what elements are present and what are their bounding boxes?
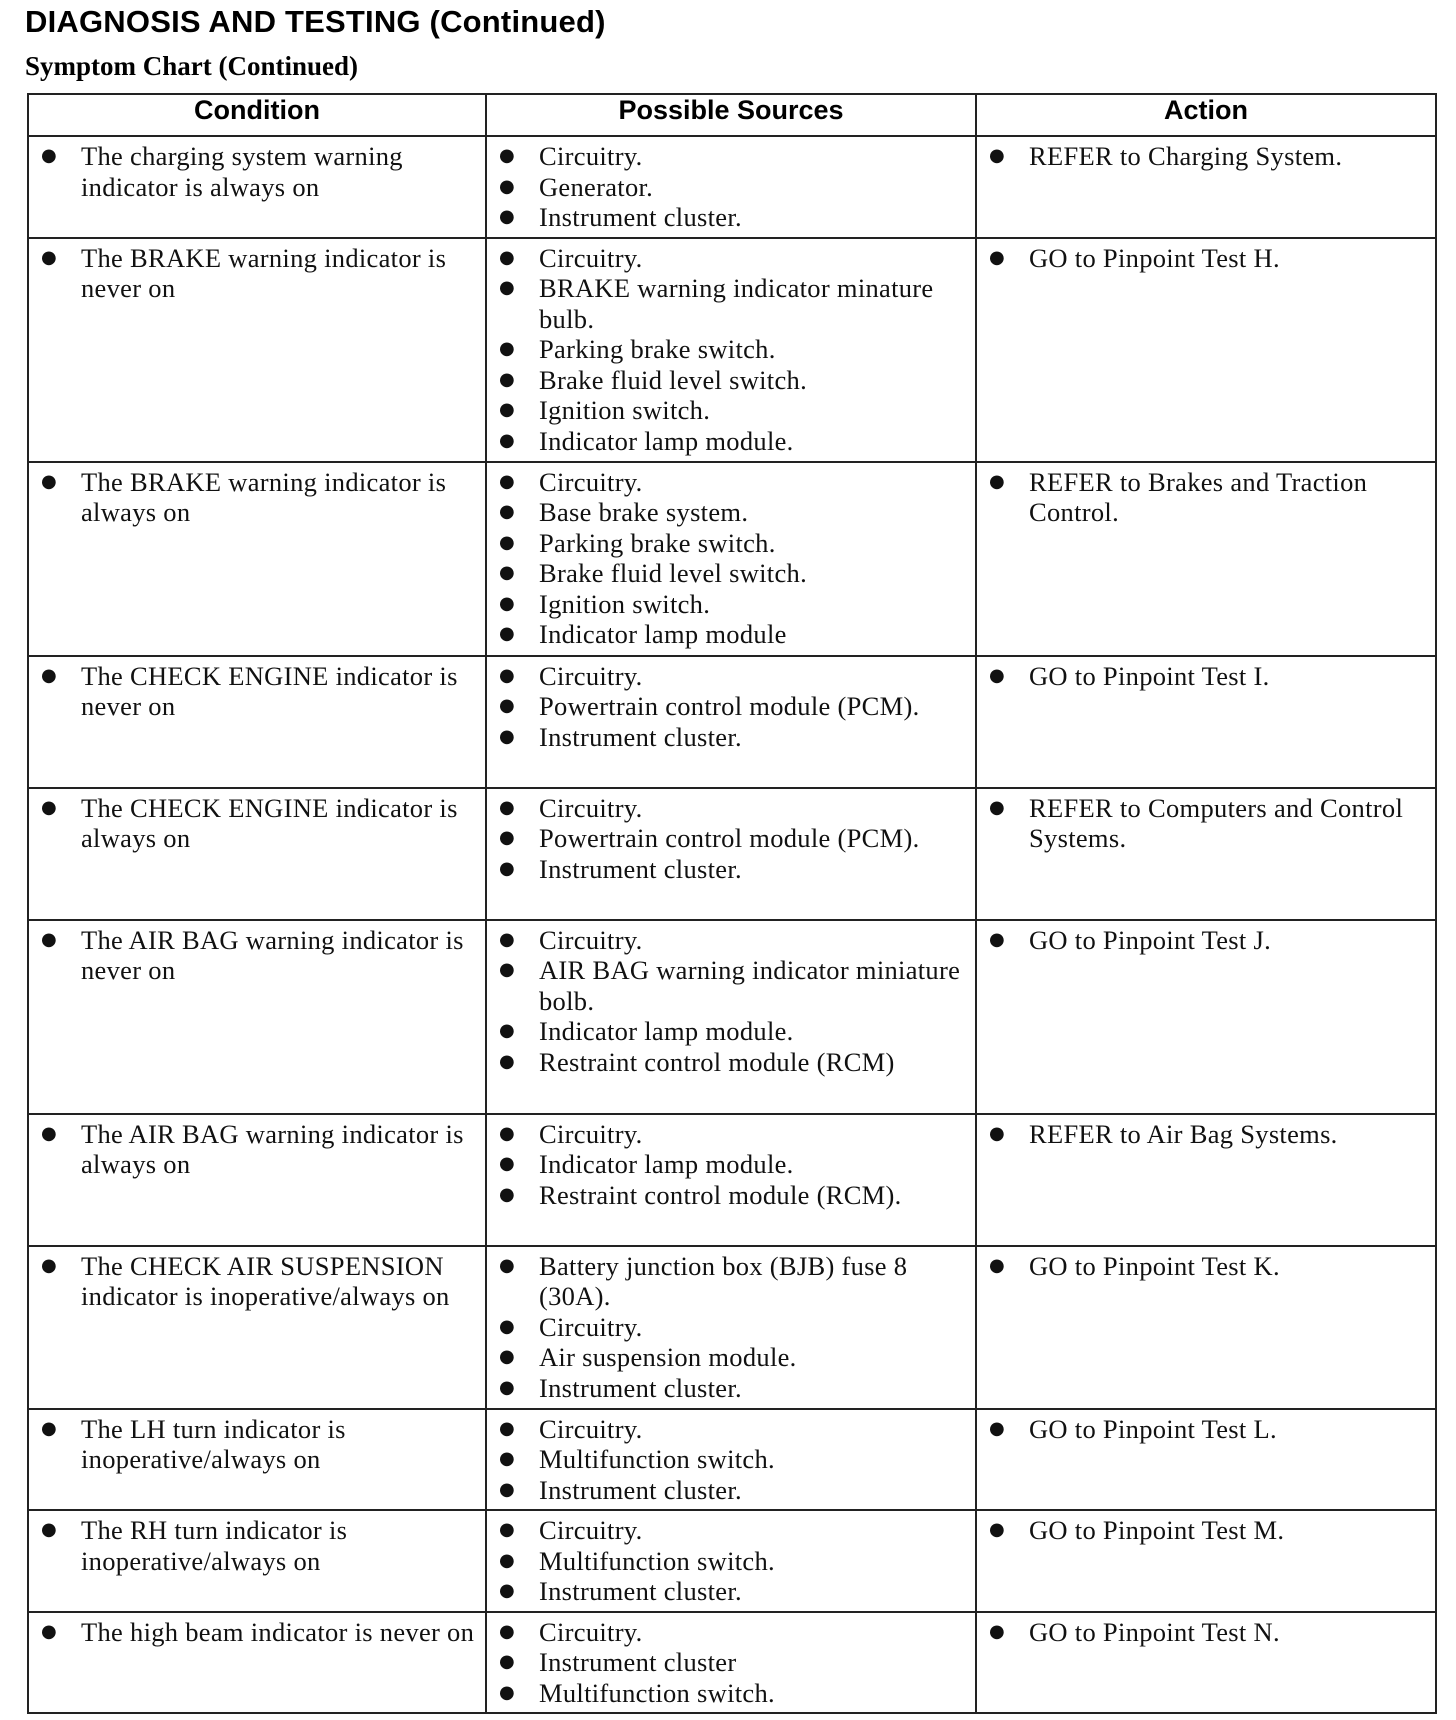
- bullet-list: [487, 1613, 975, 1713]
- possible-sources-cell: [486, 238, 976, 462]
- bullet-icon: ●: [499, 1681, 516, 1703]
- list-item-text: The AIR BAG warning indicator is never on: [81, 924, 464, 985]
- list-item-text: Circuitry.: [539, 792, 643, 823]
- list-item-text: Restraint control module (RCM): [539, 1046, 895, 1077]
- condition-cell: [28, 920, 486, 1114]
- action-cell: [976, 1612, 1436, 1714]
- list-item-text: Multifunction switch.: [539, 1444, 775, 1474]
- table-row: [28, 920, 1436, 1114]
- list-item-text: AIR BAG warning indicator miniature bolb.: [539, 955, 961, 1016]
- list-item-text: The high beam indicator is never on: [81, 1616, 475, 1647]
- list-item-text: Parking brake switch.: [539, 334, 776, 364]
- condition-cell: [28, 656, 486, 788]
- list-item: [29, 1251, 477, 1312]
- condition-cell: [28, 238, 486, 462]
- list-item: [487, 1576, 967, 1607]
- bullet-icon: ●: [41, 145, 58, 166]
- list-item: [487, 1119, 967, 1150]
- bullet-icon: ●: [41, 1417, 58, 1439]
- list-item: [977, 1515, 1427, 1546]
- bullet-icon: ●: [499, 1183, 516, 1205]
- list-item: [487, 1373, 967, 1404]
- list-item: [29, 1414, 477, 1475]
- bullet-icon: ●: [499, 1122, 516, 1144]
- list-item: [977, 661, 1427, 692]
- list-item-text: Indicator lamp module: [539, 619, 787, 649]
- bullet-icon: ●: [499, 695, 516, 716]
- column-header-action: Action: [976, 94, 1436, 136]
- action-cell: [976, 788, 1436, 920]
- table-row: [28, 1612, 1436, 1714]
- condition-cell: [28, 788, 486, 920]
- list-item: [487, 1342, 967, 1373]
- bullet-icon: ●: [499, 175, 516, 197]
- list-item: [487, 1251, 967, 1312]
- bullet-icon: ●: [499, 470, 516, 492]
- condition-cell: [28, 462, 486, 656]
- list-item-text: GO to Pinpoint Test I.: [1029, 660, 1270, 691]
- list-item: [487, 273, 967, 334]
- bullet-icon: ●: [499, 1580, 516, 1601]
- list-item-text: GO to Pinpoint Test M.: [1029, 1515, 1285, 1545]
- page-title: DIAGNOSIS AND TESTING (Continued): [25, 4, 606, 39]
- bullet-icon: ●: [499, 827, 516, 848]
- list-item-text: Instrument cluster.: [539, 1576, 742, 1606]
- list-item-text: Indicator lamp module.: [539, 425, 794, 456]
- list-item: [487, 955, 967, 1016]
- bullet-icon: ●: [499, 592, 516, 614]
- bullet-icon: ●: [989, 145, 1006, 166]
- bullet-list: [977, 1115, 1435, 1154]
- possible-sources-cell: [486, 1409, 976, 1511]
- bullet-list: [29, 1247, 485, 1316]
- bullet-icon: ●: [989, 796, 1006, 818]
- condition-cell: [28, 1409, 486, 1511]
- bullet-icon: ●: [499, 623, 516, 644]
- list-item-text: Circuitry.: [539, 242, 643, 273]
- bullet-icon: ●: [499, 1376, 516, 1398]
- possible-sources-cell: [486, 1246, 976, 1409]
- list-item-text: Circuitry.: [539, 924, 643, 955]
- list-item: [977, 467, 1427, 528]
- list-item: [487, 1647, 967, 1678]
- list-item: [487, 426, 967, 457]
- bullet-icon: ●: [499, 1153, 516, 1174]
- bullet-list: [29, 921, 485, 990]
- bullet-icon: ●: [41, 1254, 58, 1276]
- list-item: [487, 793, 967, 824]
- list-item-text: Air suspension module.: [539, 1342, 797, 1372]
- list-item: [487, 243, 967, 274]
- list-item-text: Circuitry.: [539, 1515, 643, 1545]
- possible-sources-cell: [486, 1612, 976, 1714]
- bullet-icon: ●: [499, 1651, 516, 1672]
- list-item: [487, 619, 967, 650]
- condition-cell: [28, 1114, 486, 1246]
- condition-cell: [28, 1510, 486, 1612]
- action-cell: [976, 462, 1436, 656]
- list-item-text: Instrument cluster: [539, 1647, 737, 1677]
- list-item-text: Circuitry.: [539, 1311, 643, 1342]
- bullet-list: [977, 239, 1435, 278]
- bullet-list: [487, 463, 975, 654]
- list-item-text: REFER to Charging System.: [1029, 141, 1343, 171]
- list-item-text: Powertrain control module (PCM).: [539, 823, 920, 853]
- table-row: [28, 788, 1436, 920]
- action-cell: [976, 136, 1436, 238]
- list-item: [487, 589, 967, 620]
- list-item-text: The RH turn indicator is inoperative/always on: [81, 1515, 348, 1576]
- bullet-list: [977, 1511, 1435, 1550]
- bullet-list: [977, 463, 1435, 532]
- table-row: [28, 238, 1436, 462]
- bullet-icon: ●: [499, 959, 516, 980]
- list-item-text: Parking brake switch.: [539, 527, 776, 558]
- bullet-icon: ●: [499, 1254, 516, 1276]
- list-item: [977, 1617, 1427, 1648]
- list-item: [487, 925, 967, 956]
- bullet-icon: ●: [499, 501, 516, 522]
- bullet-list: [487, 137, 975, 237]
- table-row: [28, 1409, 1436, 1511]
- list-item: [487, 1414, 967, 1445]
- possible-sources-cell: [486, 136, 976, 238]
- bullet-icon: ●: [499, 857, 516, 879]
- bullet-icon: ●: [41, 664, 58, 686]
- list-item-text: Ignition switch.: [539, 395, 711, 425]
- bullet-icon: ●: [499, 1315, 516, 1337]
- list-item-text: Circuitry.: [539, 660, 643, 691]
- list-item-text: Multifunction switch.: [539, 1545, 775, 1576]
- list-item-text: Ignition switch.: [539, 588, 711, 619]
- list-item-text: Brake fluid level switch.: [539, 364, 808, 395]
- list-item-text: REFER to Computers and Control Systems.: [1029, 792, 1404, 853]
- list-item: [977, 1414, 1427, 1445]
- list-item-text: Circuitry.: [539, 466, 643, 497]
- list-item-text: The AIR BAG warning indicator is always on: [81, 1118, 464, 1179]
- bullet-list: [29, 239, 485, 308]
- list-item: [977, 925, 1427, 956]
- bullet-icon: ●: [499, 1478, 516, 1500]
- bullet-icon: ●: [499, 531, 516, 553]
- bullet-list: [977, 921, 1435, 960]
- bullet-icon: ●: [499, 206, 516, 227]
- list-item: [487, 334, 967, 365]
- bullet-icon: ●: [499, 1620, 516, 1642]
- bullet-list: [977, 137, 1435, 176]
- bullet-list: [29, 1115, 485, 1184]
- bullet-list: [487, 1511, 975, 1611]
- bullet-icon: ●: [499, 399, 516, 420]
- list-item-text: Restraint control module (RCM).: [539, 1179, 902, 1210]
- list-item-text: The CHECK ENGINE indicator is always on: [81, 792, 458, 853]
- bullet-icon: ●: [499, 277, 516, 298]
- bullet-icon: ●: [989, 664, 1006, 686]
- bullet-list: [487, 1410, 975, 1510]
- list-item-text: The CHECK ENGINE indicator is never on: [81, 660, 458, 721]
- bullet-icon: ●: [499, 1346, 516, 1367]
- list-item: [487, 395, 967, 426]
- bullet-icon: ●: [499, 145, 516, 166]
- bullet-list: [487, 789, 975, 889]
- list-item: [29, 793, 477, 854]
- possible-sources-cell: [486, 920, 976, 1114]
- list-item-text: Indicator lamp module.: [539, 1016, 794, 1046]
- list-item-text: BRAKE warning indicator minature bulb.: [539, 273, 934, 334]
- table-row: [28, 462, 1436, 656]
- bullet-list: [29, 789, 485, 858]
- list-item-text: Multifunction switch.: [539, 1677, 775, 1708]
- bullet-list: [487, 657, 975, 757]
- bullet-icon: ●: [499, 664, 516, 686]
- list-item: [487, 661, 967, 692]
- list-item-text: Battery junction box (BJB) fuse 8 (30A).: [539, 1250, 908, 1311]
- bullet-icon: ●: [989, 1519, 1006, 1540]
- bullet-icon: ●: [499, 1448, 516, 1469]
- list-item-text: Instrument cluster.: [539, 721, 742, 752]
- list-item-text: GO to Pinpoint Test L.: [1029, 1413, 1277, 1444]
- bullet-list: [29, 1613, 485, 1652]
- bullet-icon: ●: [989, 928, 1006, 950]
- list-item-text: Circuitry.: [539, 141, 643, 171]
- list-item: [487, 365, 967, 396]
- action-cell: [976, 1246, 1436, 1409]
- list-item-text: Circuitry.: [539, 1616, 643, 1647]
- bullet-list: [29, 137, 485, 206]
- list-item-text: Instrument cluster.: [539, 1372, 742, 1403]
- bullet-list: [977, 789, 1435, 858]
- list-item-text: GO to Pinpoint Test K.: [1029, 1250, 1280, 1281]
- list-item-text: The BRAKE warning indicator is never on: [81, 242, 447, 303]
- list-item-text: Powertrain control module (PCM).: [539, 691, 920, 721]
- table-row: [28, 1510, 1436, 1612]
- bullet-icon: ●: [41, 246, 58, 268]
- table-header-row: [28, 94, 1436, 136]
- condition-cell: [28, 1246, 486, 1409]
- possible-sources-cell: [486, 462, 976, 656]
- list-item: [977, 243, 1427, 274]
- list-item: [487, 1444, 967, 1475]
- bullet-icon: ●: [41, 928, 58, 950]
- list-item: [977, 1119, 1427, 1150]
- bullet-icon: ●: [989, 1620, 1006, 1642]
- bullet-icon: ●: [499, 796, 516, 818]
- list-item: [487, 528, 967, 559]
- list-item: [487, 1617, 967, 1648]
- bullet-list: [487, 921, 975, 1082]
- bullet-icon: ●: [499, 1417, 516, 1439]
- list-item-text: Base brake system.: [539, 497, 749, 527]
- list-item-text: Circuitry.: [539, 1413, 643, 1444]
- bullet-icon: ●: [989, 246, 1006, 268]
- action-cell: [976, 1114, 1436, 1246]
- list-item-text: Instrument cluster.: [539, 1474, 742, 1505]
- action-cell: [976, 920, 1436, 1114]
- list-item: [487, 1475, 967, 1506]
- list-item: [487, 1546, 967, 1577]
- list-item: [487, 1180, 967, 1211]
- list-item: [29, 1617, 477, 1648]
- bullet-icon: ●: [989, 470, 1006, 492]
- bullet-list: [487, 1115, 975, 1215]
- list-item-text: Brake fluid level switch.: [539, 558, 808, 588]
- list-item: [487, 558, 967, 589]
- bullet-list: [977, 1410, 1435, 1449]
- bullet-list: [977, 657, 1435, 696]
- list-item: [29, 243, 477, 304]
- list-item-text: GO to Pinpoint Test H.: [1029, 242, 1280, 273]
- bullet-icon: ●: [989, 1122, 1006, 1144]
- column-header-condition: Condition: [28, 94, 486, 136]
- action-cell: [976, 1409, 1436, 1511]
- list-item-text: The charging system warning indicator is always on: [81, 141, 403, 202]
- possible-sources-cell: [486, 1510, 976, 1612]
- possible-sources-cell: [486, 788, 976, 920]
- list-item: [487, 722, 967, 753]
- bullet-icon: ●: [41, 1519, 58, 1540]
- list-item-text: Instrument cluster.: [539, 853, 742, 884]
- bullet-icon: ●: [41, 1122, 58, 1144]
- bullet-list: [487, 239, 975, 461]
- action-cell: [976, 238, 1436, 462]
- list-item: [487, 141, 967, 172]
- bullet-icon: ●: [499, 429, 516, 451]
- bullet-icon: ●: [41, 1620, 58, 1642]
- list-item: [487, 1678, 967, 1709]
- bullet-icon: ●: [499, 1020, 516, 1041]
- list-item-text: The LH turn indicator is inoperative/always on: [81, 1413, 346, 1474]
- list-item-text: GO to Pinpoint Test J.: [1029, 924, 1272, 955]
- list-item: [487, 467, 967, 498]
- list-item: [29, 467, 477, 528]
- column-header-possible-sources: Possible Sources: [486, 94, 976, 136]
- bullet-icon: ●: [989, 1254, 1006, 1276]
- list-item: [29, 1515, 477, 1576]
- condition-cell: [28, 1612, 486, 1714]
- table-row: [28, 1114, 1436, 1246]
- bullet-list: [29, 657, 485, 726]
- list-item: [487, 497, 967, 528]
- list-item-text: Circuitry.: [539, 1118, 643, 1149]
- list-item: [487, 1312, 967, 1343]
- list-item-text: Instrument cluster.: [539, 202, 742, 232]
- bullet-icon: ●: [499, 725, 516, 747]
- bullet-icon: ●: [499, 1050, 516, 1072]
- bullet-list: [29, 1511, 485, 1580]
- possible-sources-cell: [486, 656, 976, 788]
- list-item-text: The BRAKE warning indicator is always on: [81, 466, 447, 527]
- table-body: [28, 136, 1436, 1713]
- list-item: [29, 1119, 477, 1180]
- list-item-text: Indicator lamp module.: [539, 1149, 794, 1179]
- bullet-icon: ●: [41, 796, 58, 818]
- action-cell: [976, 1510, 1436, 1612]
- bullet-icon: ●: [499, 368, 516, 390]
- table-row: [28, 136, 1436, 238]
- bullet-icon: ●: [499, 338, 516, 359]
- list-item: [29, 661, 477, 722]
- chart-subtitle: Symptom Chart (Continued): [25, 51, 359, 81]
- list-item: [487, 854, 967, 885]
- list-item: [487, 172, 967, 203]
- list-item: [487, 1016, 967, 1047]
- list-item-text: REFER to Air Bag Systems.: [1029, 1118, 1338, 1149]
- bullet-list: [29, 463, 485, 532]
- bullet-icon: ●: [499, 562, 516, 583]
- bullet-icon: ●: [499, 1549, 516, 1571]
- bullet-list: [977, 1613, 1435, 1652]
- list-item: [977, 141, 1427, 172]
- list-item: [29, 925, 477, 986]
- list-item: [487, 1149, 967, 1180]
- list-item: [977, 1251, 1427, 1282]
- bullet-list: [977, 1247, 1435, 1286]
- possible-sources-cell: [486, 1114, 976, 1246]
- symptom-chart-table: [27, 93, 1437, 1714]
- bullet-list: [29, 1410, 485, 1479]
- list-item: [487, 202, 967, 233]
- list-item: [487, 823, 967, 854]
- list-item-text: The CHECK AIR SUSPENSION indicator is inoperative/always on: [81, 1250, 450, 1311]
- list-item: [487, 691, 967, 722]
- bullet-icon: ●: [499, 928, 516, 950]
- condition-cell: [28, 136, 486, 238]
- bullet-icon: ●: [499, 1519, 516, 1540]
- bullet-icon: ●: [499, 246, 516, 268]
- list-item: [487, 1515, 967, 1546]
- list-item: [29, 141, 477, 202]
- action-cell: [976, 656, 1436, 788]
- list-item-text: Generator.: [539, 171, 654, 202]
- list-item-text: REFER to Brakes and Traction Control.: [1029, 466, 1368, 527]
- list-item: [977, 793, 1427, 854]
- bullet-list: [487, 1247, 975, 1408]
- table-row: [28, 1246, 1436, 1409]
- bullet-icon: ●: [989, 1417, 1006, 1439]
- list-item: [487, 1047, 967, 1078]
- table-row: [28, 656, 1436, 788]
- list-item-text: GO to Pinpoint Test N.: [1029, 1616, 1280, 1647]
- bullet-icon: ●: [41, 470, 58, 492]
